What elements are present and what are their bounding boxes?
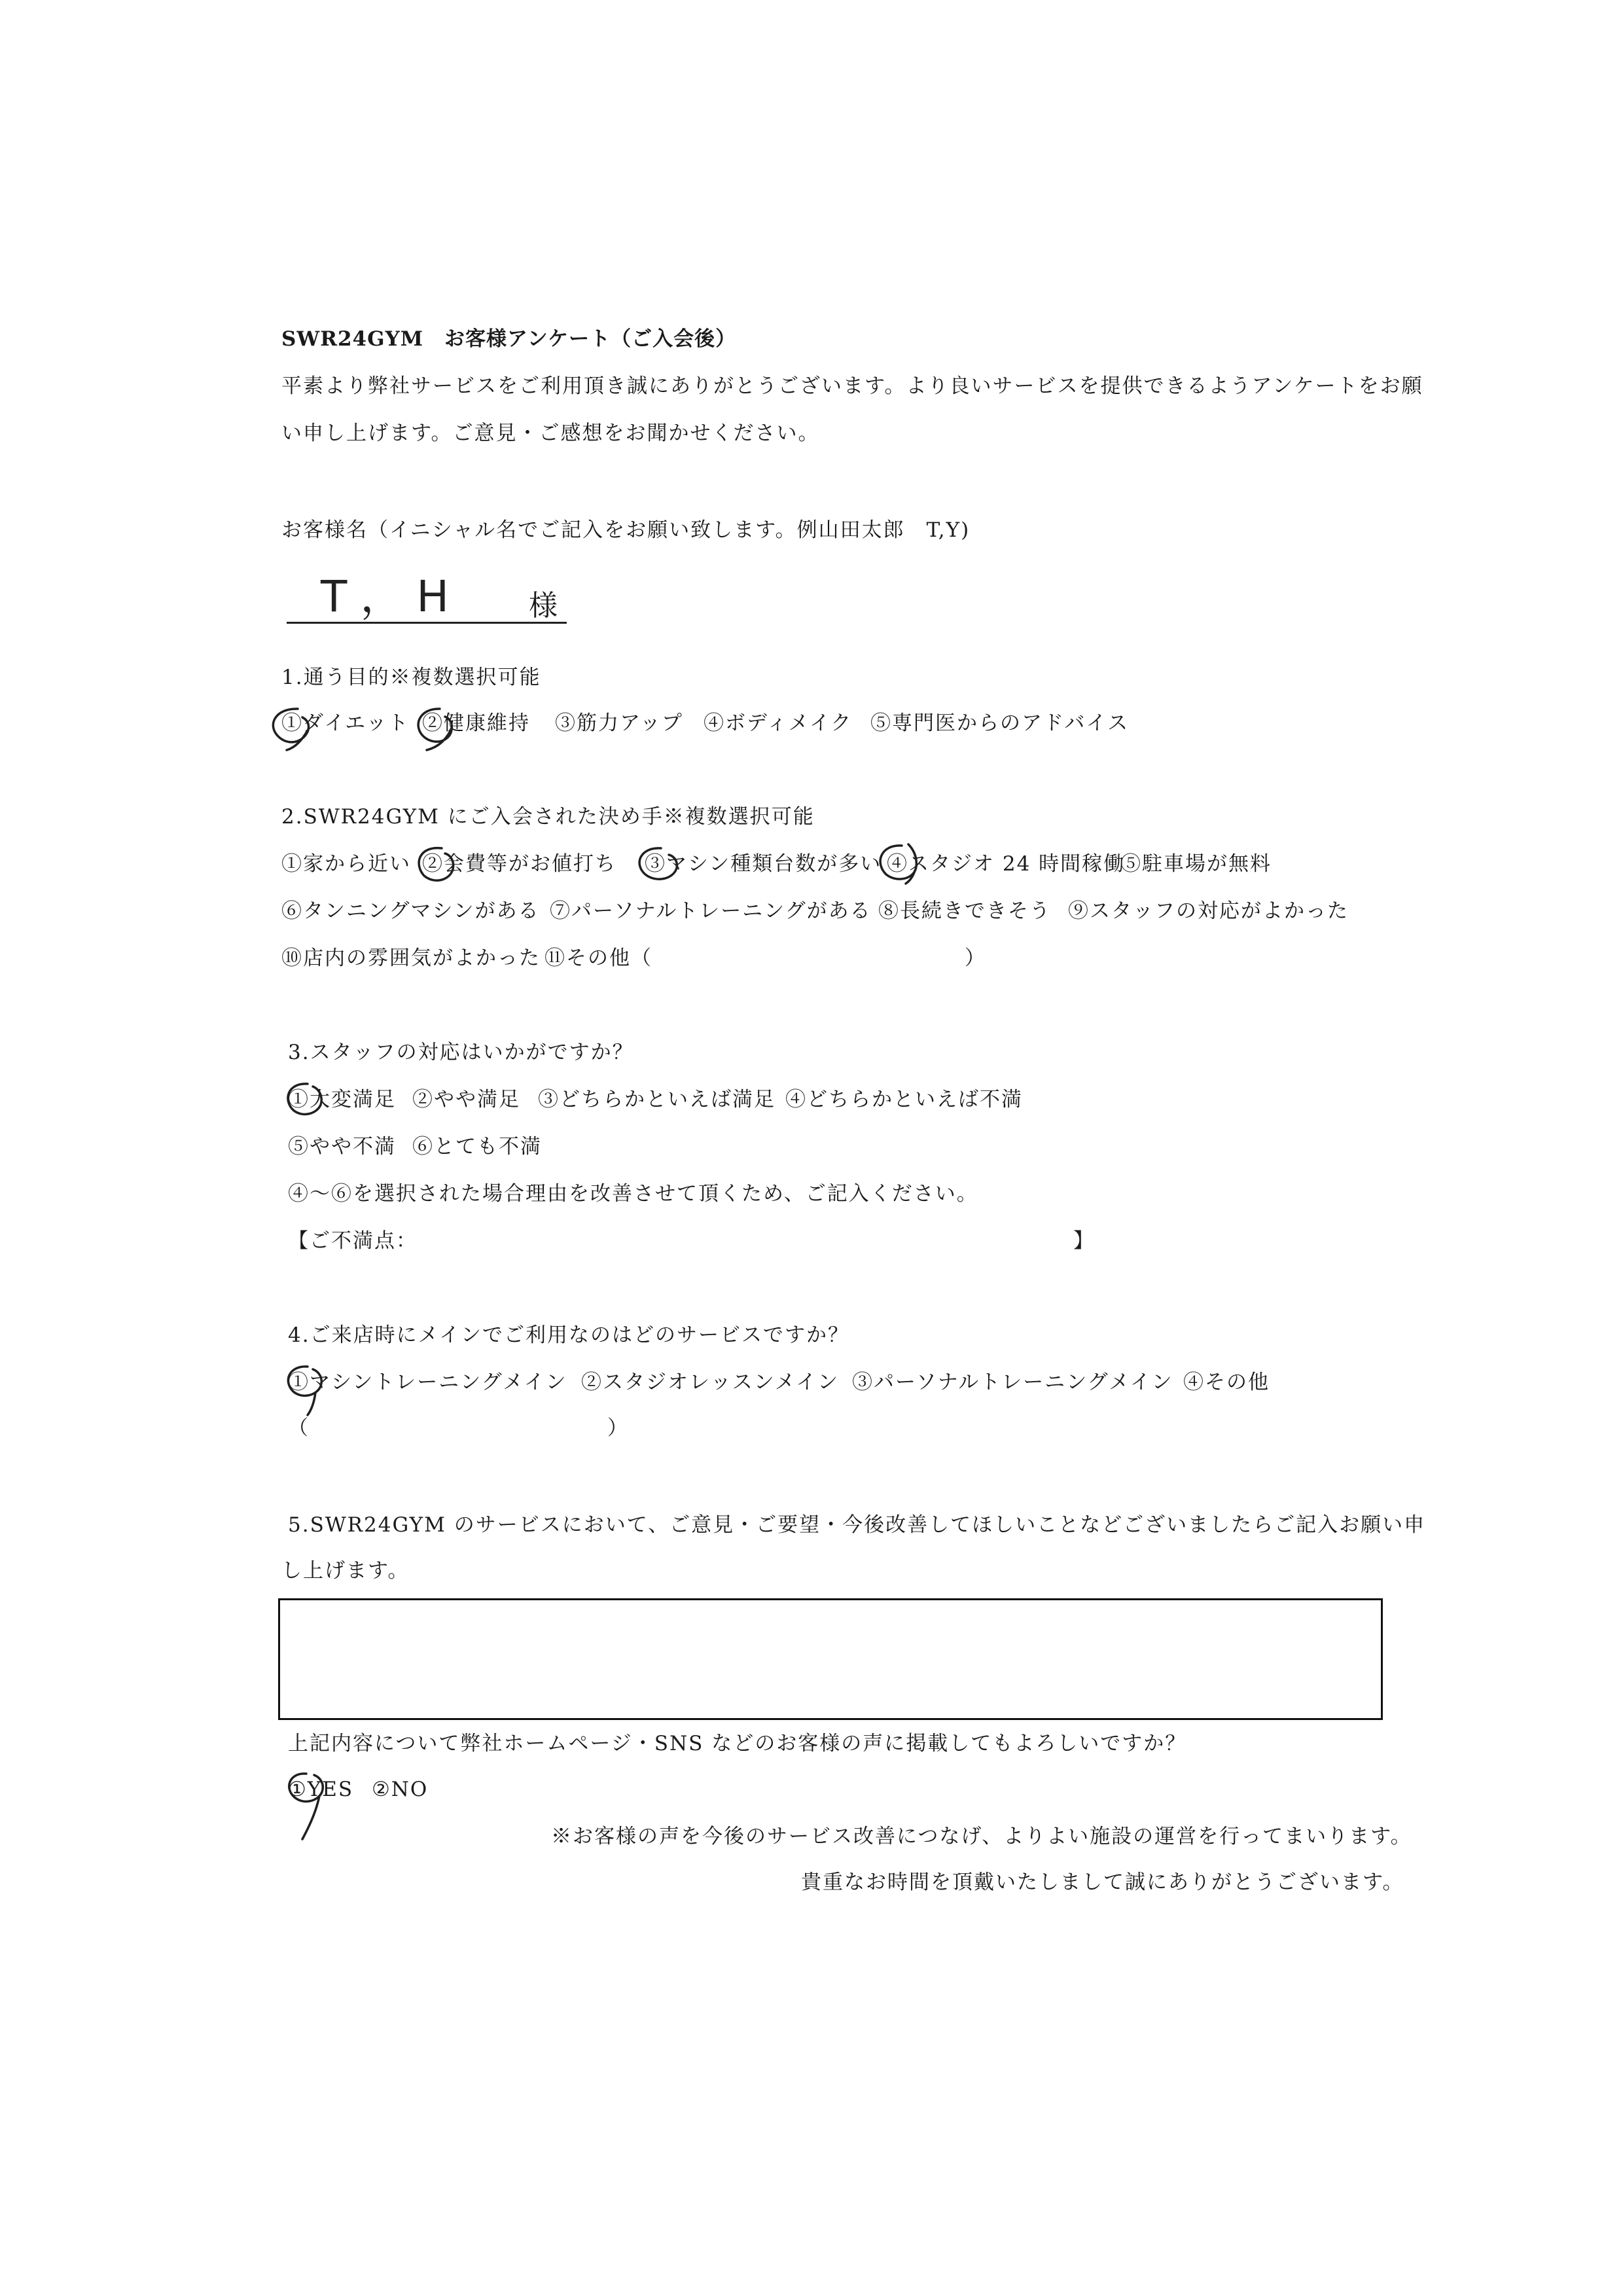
handwritten-customer-name: T，H — [321, 571, 462, 622]
q2-option-1[interactable]: ①家から近い — [281, 852, 411, 876]
q2-option-7[interactable]: ⑦パーソナルトレーニングがある — [550, 899, 872, 923]
q3-option-6[interactable]: ⑥とても不満 — [412, 1135, 542, 1158]
q5-question-line-2: し上げます。 — [281, 1559, 410, 1583]
q4-option-4[interactable]: ④その他 — [1183, 1371, 1270, 1394]
q2-option-4[interactable]: ④スタジオ 24 時間稼働 — [887, 852, 1126, 876]
footer-line-2: 貴重なお時間を頂戴いたしまして誠にありがとうございます。 — [801, 1871, 1404, 1894]
q3-option-4[interactable]: ④どちらかといえば不満 — [785, 1088, 1023, 1111]
q1-option-5[interactable]: ⑤専門医からのアドバイス — [870, 711, 1130, 735]
complaint-label: 【ご不満点： — [288, 1229, 418, 1253]
q3-note: ④～⑥を選択された場合理由を改善させて頂くため、ご記入ください。 — [288, 1182, 978, 1206]
q2-option-8[interactable]: ⑧長続きできそう — [878, 899, 1051, 923]
complaint-close: 】 — [1073, 1229, 1095, 1253]
q4-question: 4.ご来店時にメインでご利用なのはどのサービスですか？ — [288, 1323, 849, 1347]
q3-option-5[interactable]: ⑤やや不満 — [288, 1135, 396, 1158]
q1-question: 1.通う目的※複数選択可能 — [281, 666, 541, 689]
intro-line-1: 平素より弊社サービスをご利用頂き誠にありがとうございます。より良いサービスを提供できるようアンケートをお願 — [281, 374, 1423, 398]
q4-option-1[interactable]: ①マシントレーニングメイン — [288, 1371, 567, 1394]
q2-row-1 — [0, 851, 1623, 877]
q1-options — [0, 710, 1623, 736]
q1-option-1[interactable]: ①ダイエット — [281, 711, 410, 735]
q2-option-10[interactable]: ⑩店内の雰囲気がよかった — [281, 946, 541, 970]
honorific: 様 — [529, 589, 559, 622]
q4-options — [0, 1369, 1623, 1395]
q3-question: 3.スタッフの対応はいかがですか？ — [288, 1041, 634, 1064]
publish-option-yes[interactable]: ①YES — [288, 1778, 354, 1801]
q2-option-5[interactable]: ⑤駐車場が無料 — [1120, 852, 1272, 876]
q3-row-2 — [0, 1134, 1623, 1160]
name-underline — [287, 622, 567, 624]
publish-option-no[interactable]: ②NO — [372, 1778, 429, 1801]
q1-option-4[interactable]: ④ボディメイク — [704, 711, 853, 735]
q4-option-2[interactable]: ②スタジオレッスンメイン — [581, 1371, 840, 1394]
q2-row-3 — [0, 945, 1623, 971]
survey-title: SWR24GYM お客様アンケート（ご入会後） — [281, 327, 737, 351]
q3-row-1 — [0, 1086, 1623, 1113]
q4-other-row — [0, 1415, 1623, 1441]
q5-question-line-1: 5.SWR24GYM のサービスにおいて、ご意見・ご要望・今後改善してほしいことなどございましたらご記入お願い申 — [288, 1513, 1426, 1537]
customer-name-label: お客様名（イニシャル名でご記入をお願い致します。例山田太郎 T,Y) — [281, 518, 971, 542]
q2-option-6[interactable]: ⑥タンニングマシンがある — [281, 899, 540, 923]
publish-options — [0, 1776, 1623, 1803]
q2-option-9[interactable]: ⑨スタッフの対応がよかった — [1068, 899, 1349, 923]
q1-option-3[interactable]: ③筋力アップ — [555, 711, 683, 735]
q3-option-2[interactable]: ②やや満足 — [412, 1088, 520, 1111]
q4-option-3[interactable]: ③パーソナルトレーニングメイン — [852, 1371, 1173, 1394]
q3-option-3[interactable]: ③どちらかといえば満足 — [538, 1088, 776, 1111]
footer-line-1: ※お客様の声を今後のサービス改善につなげ、よりよい施設の運営を行ってまいります。 — [551, 1825, 1412, 1848]
q2-question: 2.SWR24GYM にご入会された決め手※複数選択可能 — [281, 805, 815, 829]
q2-other-close: ） — [965, 946, 986, 970]
q4-other-close: ） — [607, 1416, 629, 1440]
q3-option-1[interactable]: ①大変満足 — [288, 1088, 396, 1111]
q2-option-3[interactable]: ③マシン種類台数が多い — [645, 852, 882, 876]
q2-row-2 — [0, 898, 1623, 924]
q2-option-11[interactable]: ⑪その他（ — [544, 946, 652, 970]
intro-line-2: い申し上げます。ご意見・ご感想をお聞かせください。 — [281, 422, 820, 445]
q2-option-2[interactable]: ②会費等がお値打ち — [422, 852, 616, 876]
q4-other-open: （ — [288, 1416, 310, 1440]
comment-box[interactable] — [278, 1598, 1383, 1720]
q1-option-2[interactable]: ②健康維持 — [422, 711, 530, 735]
publish-question: 上記内容について弊社ホームページ・SNS などのお客様の声に掲載してもよろしいですか？ — [288, 1732, 1187, 1755]
